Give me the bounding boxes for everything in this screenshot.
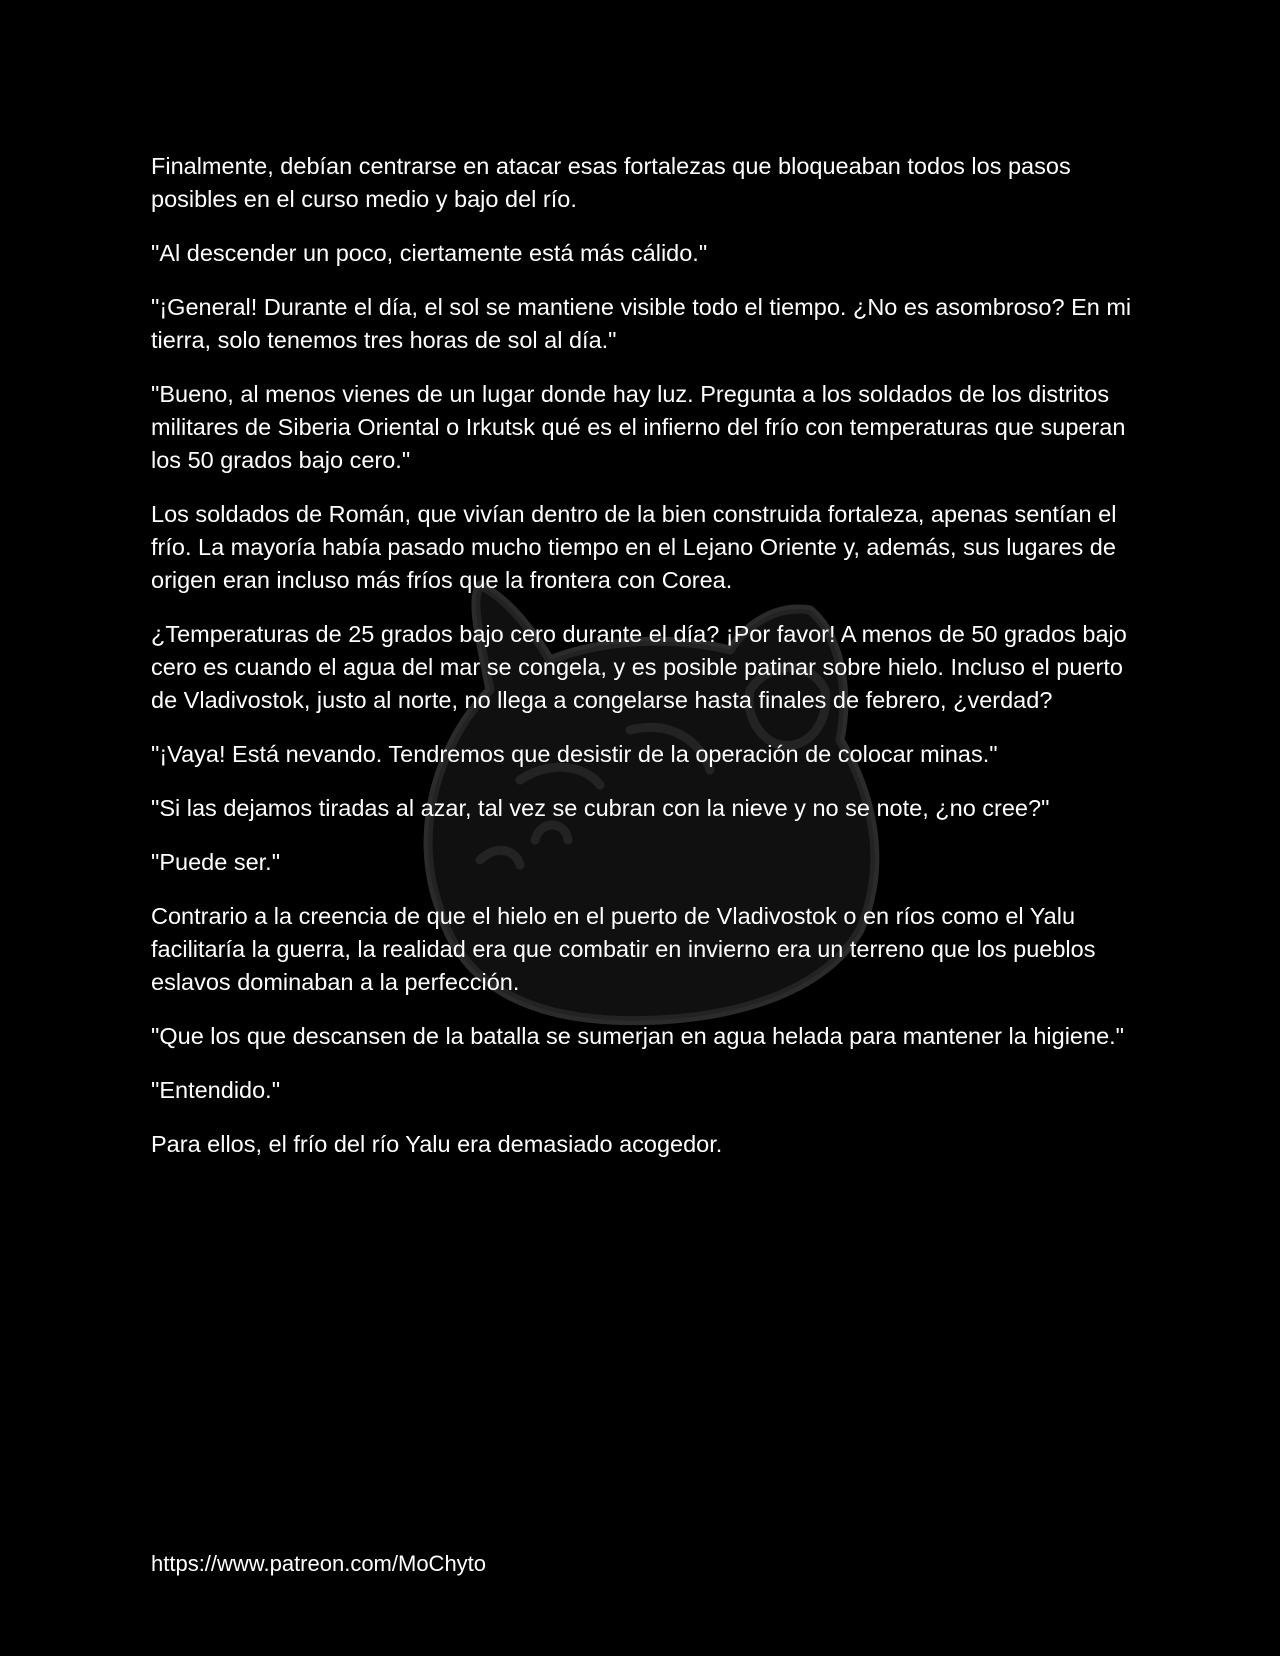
paragraph: "Bueno, al menos vienes de un lugar donde hay luz. Pregunta a los soldados de los distritos militares de Siberia Oriental o Irkutsk qué es el infierno del frío con temperaturas que superan los 50 grados bajo cero." [151,381,1126,473]
paragraph: "Si las dejamos tiradas al azar, tal vez se cubran con la nieve y no se note, ¿no cree?" [151,795,1050,821]
paragraph: ¿Temperaturas de 25 grados bajo cero durante el día? ¡Por favor! A menos de 50 grados bajo cero es cuando el agua del mar se congela, y es posible patinar sobre hielo. Incluso el puerto de Vladivostok, justo al norte, no llega a congelarse hasta finales de febrero, ¿verdad? [151,621,1127,713]
paragraph: "¡Vaya! Está nevando. Tendremos que desistir de la operación de colocar minas." [151,741,998,767]
paragraph: Finalmente, debían centrarse en atacar esas fortalezas que bloqueaban todos los pasos posibles en el curso medio y bajo del río. [151,153,1071,212]
paragraph: "¡General! Durante el día, el sol se mantiene visible todo el tiempo. ¿No es asombroso? En mi tierra, solo tenemos tres horas de sol al día." [151,294,1132,353]
patreon-link[interactable]: https://www.patreon.com/MoChyto [151,1551,487,1576]
paragraph: "Al descender un poco, ciertamente está más cálido." [151,240,708,266]
paragraph: Contrario a la creencia de que el hielo en el puerto de Vladivostok o en ríos como el Yalu facilitaría la guerra, la realidad era que combatir en invierno era un terreno que los pueblos eslavos dominaban a la perfección. [151,903,1096,995]
paragraph: Los soldados de Román, que vivían dentro de la bien construida fortaleza, apenas sentían el frío. La mayoría había pasado mucho tiempo en el Lejano Oriente y, además, sus lugares de origen eran incluso más fríos que la frontera con Corea. [151,501,1117,593]
paragraph: Para ellos, el frío del río Yalu era demasiado acogedor. [151,1131,723,1157]
paragraph: "Que los que descansen de la batalla se sumerjan en agua helada para mantener la higiene." [151,1023,1125,1049]
paragraph: "Entendido." [151,1077,281,1103]
story-text [151,150,1136,1182]
paragraph: "Puede ser." [151,849,281,875]
